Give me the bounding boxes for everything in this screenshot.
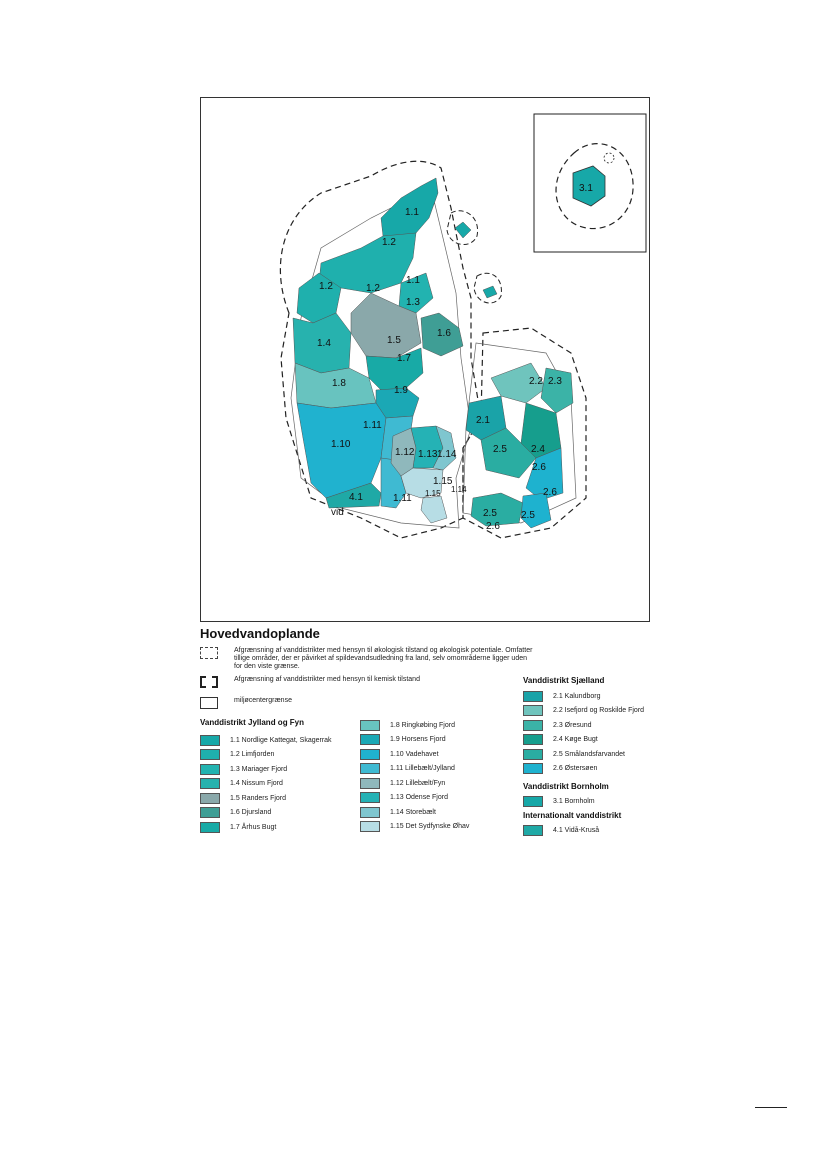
label-1-9: 1.9	[394, 385, 408, 396]
legend-item-label: 1.2 Limfjorden	[230, 751, 275, 759]
group-title-sjaelland: Vanddistrikt Sjælland	[523, 676, 605, 685]
legend-item-label: 1.4 Nissum Fjord	[230, 780, 283, 788]
legend-swatch	[200, 749, 220, 760]
legend-item-label: 2.1 Kalundborg	[553, 692, 601, 700]
legend-swatch	[200, 822, 220, 833]
legend-item	[523, 733, 644, 748]
legend-swatch	[523, 825, 543, 836]
thick-dashed-line-symbol	[200, 676, 218, 688]
legend-item-label: 1.13 Odense Fjord	[390, 794, 448, 802]
zealand	[466, 363, 573, 528]
label-1-4: 1.4	[317, 338, 331, 349]
legend-item	[523, 689, 644, 704]
legend-item-label: 1.9 Horsens Fjord	[390, 736, 446, 744]
denmark-map	[201, 98, 651, 623]
label-1-14: 1.14	[437, 449, 457, 460]
legend-item-label: 1.14 Storebælt	[390, 808, 436, 816]
legend-symbol-chemical	[200, 676, 534, 688]
legend-swatch	[360, 792, 380, 803]
legend-swatch	[523, 749, 543, 760]
legend-item-label: 1.5 Randers Fjord	[230, 794, 287, 802]
label-1-15-islands: 1.15	[425, 489, 441, 498]
label-1-5: 1.5	[387, 335, 401, 346]
legend-swatch	[523, 691, 543, 702]
legend-swatch	[360, 821, 380, 832]
legend-item	[200, 748, 332, 763]
legend-swatch	[523, 734, 543, 745]
legend-swatch	[523, 720, 543, 731]
legend-item-label: 1.6 Djursland	[230, 809, 272, 817]
laeso-island	[483, 286, 497, 298]
funen	[391, 426, 456, 523]
legend-swatch	[360, 763, 380, 774]
label-2-2: 2.2	[529, 376, 543, 387]
group-title-jylland-fyn: Vanddistrikt Jylland og Fyn	[200, 718, 305, 727]
legend-swatch	[523, 763, 543, 774]
legend-item	[360, 747, 469, 762]
label-1-7: 1.7	[397, 353, 411, 364]
legend-title: Hovedvandoplande	[200, 626, 320, 641]
label-2-4: 2.4	[531, 444, 545, 455]
legend-item-label: 4.1 Vidå-Kruså	[553, 826, 600, 834]
legend-item	[360, 805, 469, 820]
label-2-6: 2.6	[532, 462, 546, 473]
legend-item-label: 1.7 Århus Bugt	[230, 823, 277, 831]
label-2-5: 2.5	[493, 444, 507, 455]
label-2-6: 2.6	[543, 487, 557, 498]
label-4-1: 4.1	[349, 492, 363, 503]
legend-swatch	[360, 778, 380, 789]
legend-list-bornholm	[523, 794, 595, 809]
legend-item-label: 2.6 Østersøen	[553, 765, 598, 773]
legend-symbol-milj	[200, 697, 534, 709]
dashed-line-symbol	[200, 647, 218, 659]
page-footer-rule	[755, 1107, 787, 1108]
legend-item	[200, 806, 332, 821]
label-2-3: 2.3	[548, 376, 562, 387]
solid-line-symbol	[200, 697, 218, 709]
legend-item-label: 1.3 Mariager Fjord	[230, 765, 288, 773]
legend-symbol-ecological	[200, 647, 534, 671]
legend-swatch	[200, 735, 220, 746]
label-1-11-south: 1.11	[393, 493, 412, 504]
group-title-bornholm: Vanddistrikt Bornholm	[523, 782, 609, 791]
label-1-2: 1.2	[366, 283, 380, 294]
label-2-5-lolland: 2.5	[483, 508, 497, 519]
legend-item-label: 1.10 Vadehavet	[390, 750, 439, 758]
legend-item	[360, 820, 469, 835]
legend-symbol-text: miljøcentergrænse	[234, 697, 292, 704]
legend-item	[200, 820, 332, 835]
label-1-8: 1.8	[332, 378, 346, 389]
label-2-5-falster: 2.5	[521, 510, 535, 521]
legend-swatch	[360, 720, 380, 731]
legend-swatch	[200, 764, 220, 775]
legend-item-label: 1.1 Nordlige Kattegat, Skagerrak	[230, 736, 332, 744]
label-1-15: 1.15	[433, 476, 453, 487]
group-title-international: Internationalt vanddistrikt	[523, 811, 622, 820]
legend-swatch	[360, 734, 380, 745]
legend-swatch	[523, 705, 543, 716]
region-1-15-islands	[421, 496, 447, 523]
legend-item	[200, 777, 332, 792]
legend-swatch	[200, 778, 220, 789]
legend-list-international	[523, 823, 599, 838]
label-1-10: 1.10	[331, 439, 351, 450]
label-1-14-south: 1.14	[451, 485, 467, 494]
label-2-6-lolland: 2.6	[486, 521, 500, 532]
region-1-10	[297, 403, 386, 498]
label-3-1: 3.1	[579, 183, 593, 194]
legend-item	[200, 791, 332, 806]
legend-swatch	[523, 796, 543, 807]
legend-item-label: 2.5 Smålandsfarvandet	[553, 750, 625, 758]
legend-symbol-text: Afgrænsning af vanddistrikter med hensyn til økologisk tilstand og økologisk potentiale. Omfatter tillige områder, der er påvirket af spildevandsudledning fra land, selv omområderne ligger uden for den viste grænse.	[234, 647, 533, 670]
legend-item	[523, 718, 644, 733]
legend-list-jylland-fyn-col1	[200, 733, 332, 835]
legend-item	[523, 704, 644, 719]
legend-item-label: 2.3 Øresund	[553, 721, 592, 729]
legend-item	[360, 791, 469, 806]
legend-swatch	[360, 807, 380, 818]
legend-item	[200, 762, 332, 777]
legend-item	[523, 762, 644, 777]
legend-swatch	[360, 749, 380, 760]
label-1-2: 1.2	[382, 237, 396, 248]
legend-swatch	[200, 807, 220, 818]
label-1-2: 1.2	[319, 281, 333, 292]
label-1-12: 1.12	[395, 447, 415, 458]
anholt-island	[455, 222, 471, 238]
legend-item	[360, 733, 469, 748]
legend-item-label: 1.11 Lillebælt/Jylland	[390, 765, 455, 773]
label-1-1: 1.1	[406, 275, 420, 286]
map-frame	[200, 97, 650, 622]
label-1-13: 1.13	[418, 449, 438, 460]
legend-item	[523, 794, 595, 809]
legend-list-jylland-fyn-col2	[360, 718, 469, 834]
label-1-1: 1.1	[405, 207, 419, 218]
label-1-3: 1.3	[406, 297, 420, 308]
legend-item-label: 2.4 Køge Bugt	[553, 736, 598, 744]
legend-item-label: 1.12 Lillebælt/Fyn	[390, 779, 446, 787]
legend-item	[200, 733, 332, 748]
legend-item-label: 1.8 Ringkøbing Fjord	[390, 721, 455, 729]
legend-item-label: 3.1 Bornholm	[553, 797, 595, 805]
legend-item	[360, 762, 469, 777]
legend-item	[360, 718, 469, 733]
legend-swatch	[200, 793, 220, 804]
label-1-11: 1.11	[363, 420, 382, 431]
legend-symbol-text: Afgrænsning af vanddistrikter med hensyn til kemisk tilstand	[234, 676, 420, 683]
label-1-6: 1.6	[437, 328, 451, 339]
label-2-1: 2.1	[476, 415, 490, 426]
label-vid: vid	[331, 507, 344, 518]
legend-item	[523, 747, 644, 762]
region-2-3	[541, 368, 573, 413]
legend-list-sjaelland	[523, 689, 644, 776]
legend-item	[360, 776, 469, 791]
legend-item-label: 1.15 Det Sydfynske Øhav	[390, 823, 470, 831]
legend-item	[523, 823, 599, 838]
legend-item-label: 2.2 Isefjord og Roskilde Fjord	[553, 707, 645, 715]
